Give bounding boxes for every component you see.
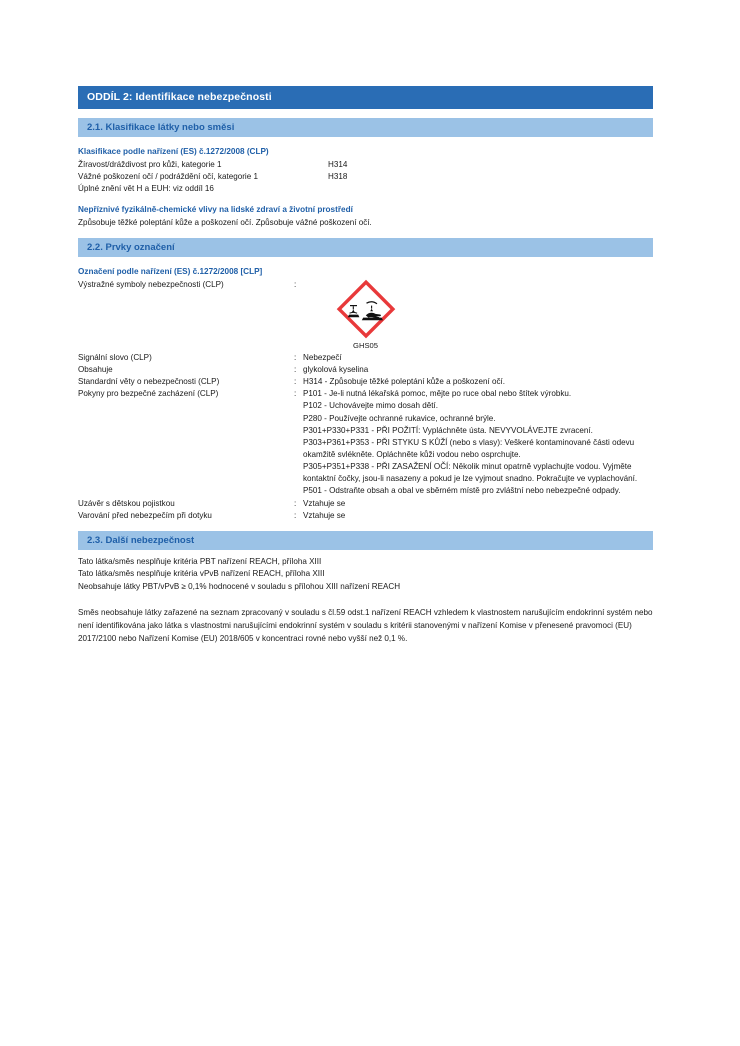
table-row [78, 498, 653, 510]
table-row [78, 388, 653, 497]
precautionary-statement-line: P101 - Je-li nutná lékařská pomoc, mějte po ruce obal nebo štítek výrobku. [303, 389, 572, 399]
pictogram-caption: GHS05 [353, 341, 378, 351]
row-value [303, 352, 653, 364]
endocrine-disruptor-paragraph: Směs neobsahuje látky zařazené na seznam zpracovaný v souladu s čl.59 odst.1 nařízení REACH vzhledem k vlastnostem narušujícím endokrinní systém nebo není identifikována jako látka s vlastnostmi narušujícími endokrinní systém v souladu s kritérii stanovenými v nařízení Komise v přenesené pravomoci (EU) 2017/2100 nebo Nařízení Komise (EU) 2018/605 v koncentraci rovné nebo vyšší než 0,1 %. [78, 607, 653, 643]
adverse-effects-heading: Nepříznivé fyzikálně-chemické vlivy na lidské zdraví a životní prostředí [78, 205, 353, 215]
clp-classification-heading: Klasifikace podle nařízení (ES) č.1272/2008 (CLP) [78, 147, 269, 156]
classification-hcode: H318 [328, 172, 348, 182]
row-colon: : [294, 352, 297, 362]
subsection-header-2-2: 2.2. Prvky označení [78, 238, 653, 258]
row-label: Standardní věty o nebezpečnosti (CLP) [78, 377, 220, 387]
precautionary-statement-line: P301+P330+P331 - PŘI POŽITÍ: Vypláchněte ústa. NEVYVOLÁVEJTE zvracení. [303, 425, 593, 435]
classification-list [78, 159, 653, 195]
pictogram-group [303, 279, 428, 351]
row-label: Signální slovo (CLP) [78, 352, 152, 362]
row-colon: : [294, 280, 297, 290]
other-hazard-line: Tato látka/směs nesplňuje kritéria vPvB nařízení REACH, příloha XIII [78, 569, 325, 579]
row-colon: : [294, 510, 297, 520]
row-value [303, 388, 653, 497]
adverse-effects-text: Způsobuje těžké poleptání kůže a poškození očí. Způsobuje vážné poškození očí. [78, 218, 372, 228]
precautionary-statement-line: P102 - Uchovávejte mimo dosah dětí. [303, 401, 438, 411]
hazard-pictogram-label: Výstražné symboly nebezpečnosti (CLP) [78, 280, 224, 290]
hazard-statement-line: H314 - Způsobuje těžké poleptání kůže a poškození očí. [303, 377, 506, 387]
subsection-header-2-1: 2.1. Klasifikace látky nebo směsi [78, 118, 653, 138]
row-value [303, 510, 653, 522]
table-row [78, 376, 653, 388]
row-label: Varování před nebezpečím při dotyku [78, 510, 212, 520]
table-row [78, 171, 653, 183]
h-euh-reference-note: Úplné znění vět H a EUH: viz oddíl 16 [78, 184, 214, 194]
ghs05-corrosion-icon [336, 279, 396, 339]
row-value-line: Nebezpečí [303, 352, 342, 362]
row-colon: : [294, 364, 297, 374]
precautionary-statement-line: P303+P361+P353 - PŘI STYKU S KŮŽÍ (nebo s vlasy): Veškeré kontaminované části odevu okamžitě svlékněte. Opláchněte kůži vodou nebo osprchujte. [303, 437, 635, 459]
row-value [303, 498, 653, 510]
row-value-line: glykolová kyselina [303, 364, 369, 374]
table-row [78, 352, 653, 364]
other-hazard-line: Neobsahuje látky PBT/vPvB ≥ 0,1% hodnocené v souladu s přílohou XIII nařízení REACH [78, 581, 401, 591]
row-value [303, 364, 653, 376]
precautionary-statement-line: P305+P351+P338 - PŘI ZASAŽENÍ OČÍ: Několik minut opatrně vyplachujte vodou. Vyjměte kontaktní čočky, jsou-li nasazeny a pokud je lze vyjmout snadno. Pokračujte ve vyplachování. [303, 462, 638, 484]
row-label: Pokyny pro bezpečné zacházení (CLP) [78, 389, 219, 399]
table-row [78, 510, 653, 522]
other-hazard-line: Tato látka/směs nesplňuje kritéria PBT nařízení REACH, příloha XIII [78, 557, 322, 567]
row-value-line: Vztahuje se [303, 510, 346, 520]
row-colon: : [294, 389, 297, 399]
row-value-line: Vztahuje se [303, 498, 346, 508]
table-row [78, 159, 653, 171]
classification-hcode: H314 [328, 160, 348, 170]
sds-section-2 [78, 86, 653, 653]
table-row [78, 364, 653, 376]
labelling-rows [78, 352, 653, 522]
row-label: Obsahuje [78, 364, 113, 374]
row-value [303, 376, 653, 388]
row-label: Uzávěr s dětskou pojistkou [78, 498, 175, 508]
clp-labelling-heading: Označení podle nařízení (ES) č.1272/2008 [CLP] [78, 267, 263, 277]
row-colon: : [294, 377, 297, 387]
other-hazards-list [78, 556, 653, 592]
precautionary-statement-line: P501 - Odstraňte obsah a obal ve sběrném místě pro zvláštní nebo nebezpečné odpady. [303, 486, 621, 496]
precautionary-statement-line: P280 - Používejte ochranné rukavice, ochranné brýle. [303, 413, 496, 423]
subsection-header-2-3: 2.3. Další nebezpečnost [78, 531, 653, 551]
row-colon: : [294, 498, 297, 508]
hazard-pictogram-row [78, 279, 653, 351]
classification-name: Žíravost/dráždivost pro kůži, kategorie 1 [78, 160, 222, 170]
section-header-oddil-2: ODDÍL 2: Identifikace nebezpečnosti [78, 86, 653, 109]
classification-name: Vážné poškození očí / podráždění očí, kategorie 1 [78, 172, 258, 182]
